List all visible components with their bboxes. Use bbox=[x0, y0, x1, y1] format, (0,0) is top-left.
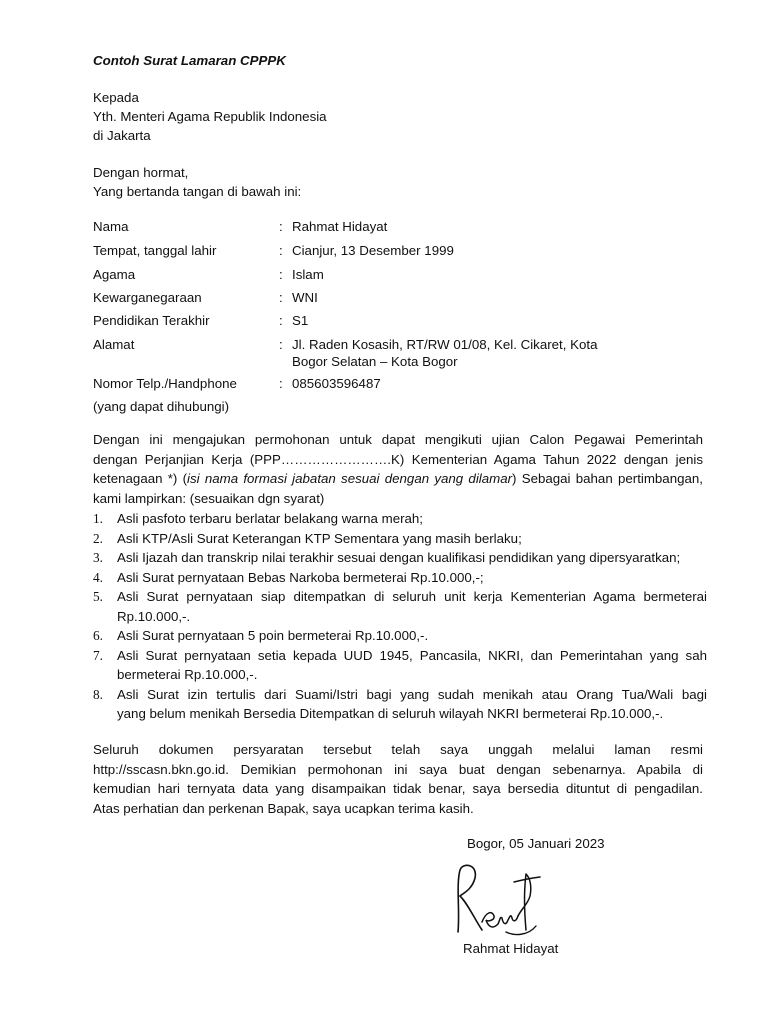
identity-colon: : bbox=[279, 267, 283, 282]
identity-label-note: (yang dapat dihubungi) bbox=[93, 399, 230, 414]
paragraph-line: Atas perhatian dan perkenan Bapak, saya ucapkan terima kasih. bbox=[93, 800, 474, 816]
list-number: 4. bbox=[93, 569, 103, 585]
identity-label: Pendidikan Terakhir bbox=[93, 313, 210, 328]
identity-label: Agama bbox=[93, 267, 136, 282]
list-text-line: Rp.10.000,-. bbox=[117, 608, 191, 624]
identity-colon: : bbox=[279, 290, 283, 305]
signature-image bbox=[448, 860, 548, 940]
recipient-line-3: di Jakarta bbox=[93, 128, 151, 143]
paragraph-italic-text: isi nama formasi jabatan sesuai dengan yang dilamar bbox=[187, 471, 513, 486]
list-item bbox=[93, 509, 713, 529]
identity-colon: : bbox=[279, 376, 283, 391]
list-text bbox=[117, 646, 707, 685]
list-text-line: Asli Surat pernyataan setia kepada UUD 1945, Pancasila, NKRI, dan Pemerintahan yang sah bbox=[117, 647, 707, 663]
identity-value: Cianjur, 13 Desember 1999 bbox=[292, 243, 454, 258]
list-text: Asli Surat pernyataan 5 poin bermeterai Rp.10.000,-. bbox=[117, 628, 429, 643]
list-number: 2. bbox=[93, 530, 103, 546]
paragraph-line: dengan Perjanjian Kerja (PPP…………………….K) Kementerian Agama Tahun 2022 dengan jenis bbox=[93, 451, 703, 467]
identity-label: Tempat, tanggal lahir bbox=[93, 243, 217, 258]
list-number: 6. bbox=[93, 628, 103, 643]
list-number: 3. bbox=[93, 550, 103, 565]
list-text bbox=[117, 685, 707, 724]
closing-paragraph bbox=[93, 740, 703, 818]
paragraph-text: ) Sebagai bahan pertimbangan, bbox=[512, 471, 703, 486]
list-item bbox=[93, 685, 713, 724]
letter-title: Contoh Surat Lamaran CPPPK bbox=[93, 53, 286, 68]
list-number: 8. bbox=[93, 686, 103, 702]
recipient-line-1: Kepada bbox=[93, 90, 139, 105]
paragraph-line: Seluruh dokumen persyaratan tersebut telah saya unggah melalui laman resmi bbox=[93, 742, 703, 757]
identity-colon: : bbox=[279, 337, 283, 352]
identity-label: Nama bbox=[93, 219, 129, 234]
list-text: Asli pasfoto terbaru berlatar belakang warna merah; bbox=[117, 511, 423, 526]
list-text bbox=[117, 587, 707, 626]
list-item bbox=[93, 529, 713, 549]
identity-label: Alamat bbox=[93, 337, 135, 352]
paragraph-text: ketenagaan *) ( bbox=[93, 471, 188, 486]
list-item bbox=[93, 568, 713, 588]
paragraph-line: kemudian hari ternyata data yang disampaikan tidak benar, saya bersedia dituntut di pengadilan. bbox=[93, 781, 703, 796]
paragraph-line bbox=[93, 469, 703, 489]
greeting-line-2: Yang bertanda tangan di bawah ini: bbox=[93, 184, 302, 199]
paragraph-line: Dengan ini mengajukan permohonan untuk dapat mengikuti ujian Calon Pegawai Pemerintah bbox=[93, 432, 703, 447]
identity-value: Rahmat Hidayat bbox=[292, 219, 388, 234]
list-number: 7. bbox=[93, 647, 103, 663]
list-item bbox=[93, 587, 713, 626]
list-text: Asli KTP/Asli Surat Keterangan KTP Sementara yang masih berlaku; bbox=[117, 530, 522, 546]
greeting-line-1: Dengan hormat, bbox=[93, 165, 189, 180]
identity-value: WNI bbox=[292, 290, 318, 305]
list-item bbox=[93, 548, 713, 568]
identity-value-continued: Bogor Selatan – Kota Bogor bbox=[292, 354, 458, 369]
attachment-list bbox=[93, 509, 713, 724]
paragraph-line: http://sscasn.bkn.go.id. Demikian permohonan ini saya buat dengan sebenarnya. Apabila di bbox=[93, 761, 703, 777]
application-paragraph bbox=[93, 430, 703, 508]
identity-value: 085603596487 bbox=[292, 376, 381, 391]
list-text: Asli Ijazah dan transkrip nilai terakhir sesuai dengan kualifikasi pendidikan yang dipersyaratkan; bbox=[117, 550, 681, 565]
identity-value: Jl. Raden Kosasih, RT/RW 01/08, Kel. Cikaret, Kota bbox=[292, 337, 598, 352]
identity-colon: : bbox=[279, 219, 283, 234]
recipient-line-2: Yth. Menteri Agama Republik Indonesia bbox=[93, 109, 327, 124]
identity-colon: : bbox=[279, 243, 283, 258]
list-item bbox=[93, 646, 713, 685]
list-text-line: Asli Surat izin tertulis dari Suami/Istri bagi yang sudah menikah atau Orang Tua/Wali bagi bbox=[117, 686, 707, 702]
paragraph-line: kami lampirkan: (sesuaikan dgn syarat) bbox=[93, 490, 325, 506]
signer-name: Rahmat Hidayat bbox=[463, 941, 559, 956]
identity-label: Kewarganegaraan bbox=[93, 290, 202, 305]
identity-value: Islam bbox=[292, 267, 324, 282]
identity-colon: : bbox=[279, 313, 283, 328]
list-text-line: bermeterai Rp.10.000,-. bbox=[117, 667, 258, 682]
list-number: 1. bbox=[93, 511, 103, 526]
list-text-line: Asli Surat pernyataan siap ditempatkan di seluruh unit kerja Kementerian Agama bermeterai bbox=[117, 589, 707, 604]
list-item bbox=[93, 626, 713, 646]
list-text: Asli Surat pernyataan Bebas Narkoba bermeterai Rp.10.000,-; bbox=[117, 569, 484, 585]
list-text-line: yang belum menikah Bersedia Ditempatkan di seluruh wilayah NKRI bermeterai Rp.10.000,-. bbox=[117, 706, 664, 721]
identity-label: Nomor Telp./Handphone bbox=[93, 376, 237, 391]
place-date: Bogor, 05 Januari 2023 bbox=[467, 836, 605, 851]
list-number: 5. bbox=[93, 589, 103, 604]
identity-value: S1 bbox=[292, 313, 309, 328]
